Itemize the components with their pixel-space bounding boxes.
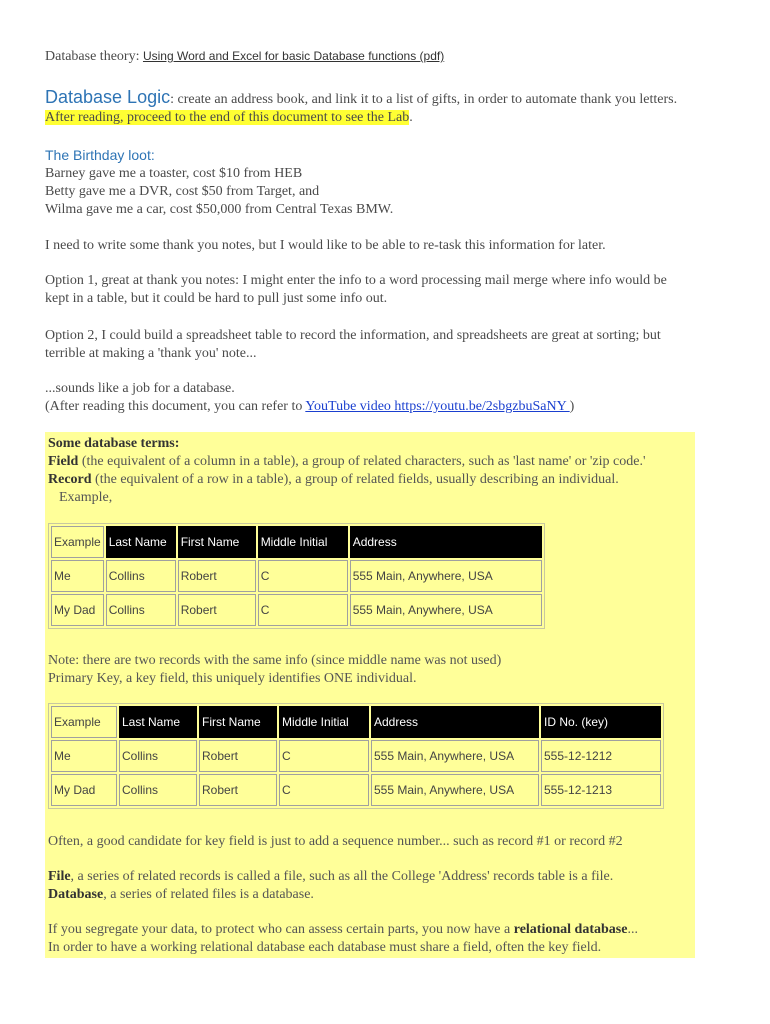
table2-header-cell: Last Name <box>119 706 197 738</box>
table-cell: C <box>258 560 348 592</box>
table1-header-cell: Example <box>51 526 104 558</box>
table-cell: C <box>279 740 369 772</box>
intro-prefix: Database theory: <box>45 49 140 64</box>
refer-line <box>45 398 574 416</box>
loot-line-2: Betty gave me a DVR, cost $50 from Target, and <box>45 184 320 199</box>
table-cell: C <box>279 774 369 806</box>
terms-heading-text: Some database terms: <box>48 436 180 451</box>
table-cell: Collins <box>119 774 197 806</box>
database-definition <box>48 886 314 904</box>
option2-line-1: Option 2, I could build a spreadsheet table to record the information, and spreadsheets are great at sorting; but <box>45 328 661 343</box>
table-cell: Collins <box>106 594 176 626</box>
logic-heading: Database Logic <box>45 87 171 107</box>
table1-header-cell: Address <box>350 526 542 558</box>
table2-header-row <box>51 706 661 738</box>
option1-line-2: kept in a table, but it could be hard to pull just some info out. <box>45 291 388 306</box>
table-cell: Collins <box>106 560 176 592</box>
example-table-2 <box>48 703 664 809</box>
field-label: Field <box>48 454 79 469</box>
table1-header-cell: Last Name <box>106 526 176 558</box>
table-cell: Collins <box>119 740 197 772</box>
table-cell: Robert <box>178 560 256 592</box>
table-cell: My Dad <box>51 594 104 626</box>
table-cell: Robert <box>199 740 277 772</box>
table-cell: C <box>258 594 348 626</box>
table-cell: 555-12-1213 <box>541 774 661 806</box>
refer-prefix: (After reading this document, you can refer to <box>45 399 306 414</box>
note-line: Note: there are two records with the same info (since middle name was not used) <box>48 653 502 668</box>
paragraph-thank-you: I need to write some thank you notes, but I would like to be able to re-task this information for later. <box>45 238 606 253</box>
record-label: Record <box>48 472 92 487</box>
table-cell: 555 Main, Anywhere, USA <box>371 774 539 806</box>
segregate-line <box>48 921 638 939</box>
table-cell: Me <box>51 560 104 592</box>
last-line: In order to have a working relational database each database must share a field, often the key field. <box>48 940 602 955</box>
table1-header-row <box>51 526 542 558</box>
option2-line-2: terrible at making a 'thank you' note... <box>45 346 257 361</box>
loot-line-1: Barney gave me a toaster, cost $10 from HEB <box>45 166 303 181</box>
record-text: (the equivalent of a row in a table), a group of related fields, usually describing an individual. <box>91 472 619 487</box>
logic-line <box>45 88 677 109</box>
primary-key-line: Primary Key, a key field, this uniquely identifies ONE individual. <box>48 671 417 686</box>
table-cell: My Dad <box>51 774 117 806</box>
table-cell: 555 Main, Anywhere, USA <box>350 560 542 592</box>
table2-header-cell: Middle Initial <box>279 706 369 738</box>
file-label: File <box>48 869 71 884</box>
loot-line-3: Wilma gave me a car, cost $50,000 from Central Texas BMW. <box>45 202 394 217</box>
table-row <box>51 740 661 772</box>
logic-highlight-line <box>45 109 413 127</box>
table-cell: Robert <box>178 594 256 626</box>
table2-header-cell: Address <box>371 706 539 738</box>
terms-box <box>45 432 695 958</box>
logic-text: : create an address book, and link it to a list of gifts, in order to automate thank you letters. <box>170 92 678 107</box>
table-row <box>51 594 542 626</box>
lab-highlight: After reading, proceed to the end of this document to see the Lab <box>45 110 410 125</box>
field-text: (the equivalent of a column in a table), a group of related characters, such as 'last name' or 'zip code.' <box>78 454 646 469</box>
table-row <box>51 774 661 806</box>
database-text: , a series of related files is a database. <box>103 887 314 902</box>
pdf-link[interactable]: Using Word and Excel for basic Database functions (pdf) <box>142 49 445 63</box>
file-definition <box>48 868 613 886</box>
job-line: ...sounds like a job for a database. <box>45 381 235 396</box>
database-label: Database <box>48 887 104 902</box>
table1-header-cell: Middle Initial <box>258 526 348 558</box>
table-cell: 555 Main, Anywhere, USA <box>371 740 539 772</box>
table-row <box>51 560 542 592</box>
example-label: Example, <box>59 490 113 505</box>
option1-line-1: Option 1, great at thank you notes: I might enter the info to a word processing mail merge where info would be <box>45 273 667 288</box>
relational-database-bold: relational database <box>513 922 628 937</box>
table1-header-cell: First Name <box>178 526 256 558</box>
segregate-prefix: If you segregate your data, to protect who can assess certain parts, you now have a <box>48 922 514 937</box>
segregate-suffix: ... <box>627 922 638 937</box>
table-cell: 555 Main, Anywhere, USA <box>350 594 542 626</box>
record-definition <box>48 471 619 489</box>
youtube-link[interactable]: YouTube video https://youtu.be/2sbgzbuSaNY <box>305 399 570 414</box>
table2-header-cell: First Name <box>199 706 277 738</box>
intro-line <box>45 47 444 66</box>
table-cell: Me <box>51 740 117 772</box>
example-table-1 <box>48 523 545 629</box>
file-text: , a series of related records is called a file, such as all the College 'Address' records table is a file. <box>70 869 614 884</box>
logic-period: . <box>409 110 413 125</box>
table-cell: Robert <box>199 774 277 806</box>
field-definition <box>48 453 645 471</box>
refer-suffix: ) <box>569 399 575 414</box>
table-cell: 555-12-1212 <box>541 740 661 772</box>
often-line: Often, a good candidate for key field is just to add a sequence number... such as record #1 or record #2 <box>48 834 623 849</box>
table2-header-cell: Example <box>51 706 117 738</box>
table2-header-cell: ID No. (key) <box>541 706 661 738</box>
terms-heading <box>48 435 179 453</box>
loot-heading: The Birthday loot: <box>45 147 155 163</box>
